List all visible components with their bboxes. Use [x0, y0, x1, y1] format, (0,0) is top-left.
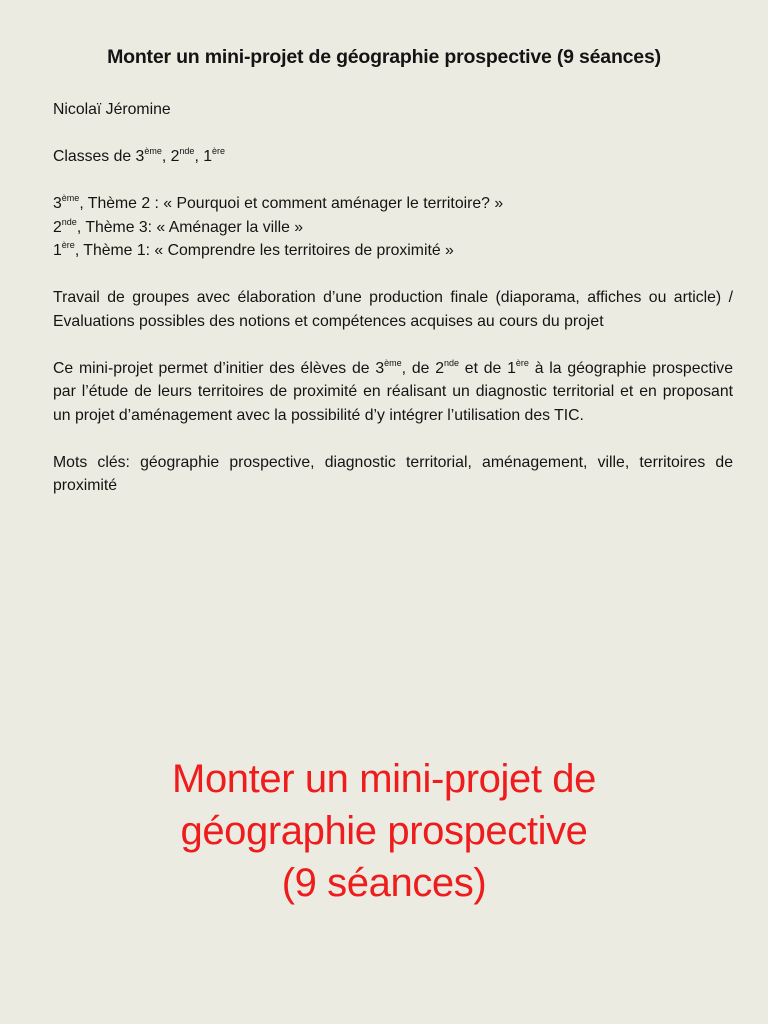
large-title-line: (9 séances) — [281, 861, 487, 905]
classes-line: Classes de 3ème, 2nde, 1ère — [53, 146, 226, 165]
spacer — [53, 333, 733, 357]
large-title-line: géographie prospective — [180, 809, 588, 853]
description-paragraph: Ce mini-projet permet d’initier des élèves de 3ème, de 2nde et de 1ère à la géographie prospective par l’étude de leurs territoires de proximité en réalisant un diagnostic territorial et en proposant un projet d’aménagement avec la possibilité d’y intégrer l’utilisation des TIC. — [53, 357, 733, 424]
spacer — [53, 169, 733, 193]
page-title: Monter un mini-projet de géographie prospective (9 séances) — [107, 46, 661, 68]
document-body — [53, 98, 733, 498]
theme-line-2nde: 2nde, Thème 3: « Aménager la ville » — [53, 216, 304, 236]
theme-line-3eme: 3ème, Thème 2 : « Pourquoi et comment aménager le territoire? » — [53, 193, 504, 212]
large-red-title — [0, 753, 768, 909]
travail-paragraph: Travail de groupes avec élaboration d’une production finale (diaporama, affiches ou article) / Evaluations possibles des notions et compétences acquises au cours du projet — [53, 289, 733, 330]
theme-line-1ere: 1ère, Thème 1: « Comprendre les territoires de proximité » — [53, 240, 454, 259]
spacer — [53, 122, 733, 146]
author-name: Nicolaï Jéromine — [53, 101, 171, 118]
spacer — [53, 263, 733, 287]
large-title-line: Monter un mini-projet de — [172, 757, 596, 801]
spacer — [53, 427, 733, 451]
keywords-paragraph: Mots clés: géographie prospective, diagnostic territorial, aménagement, ville, territoires de proximité — [53, 453, 733, 494]
